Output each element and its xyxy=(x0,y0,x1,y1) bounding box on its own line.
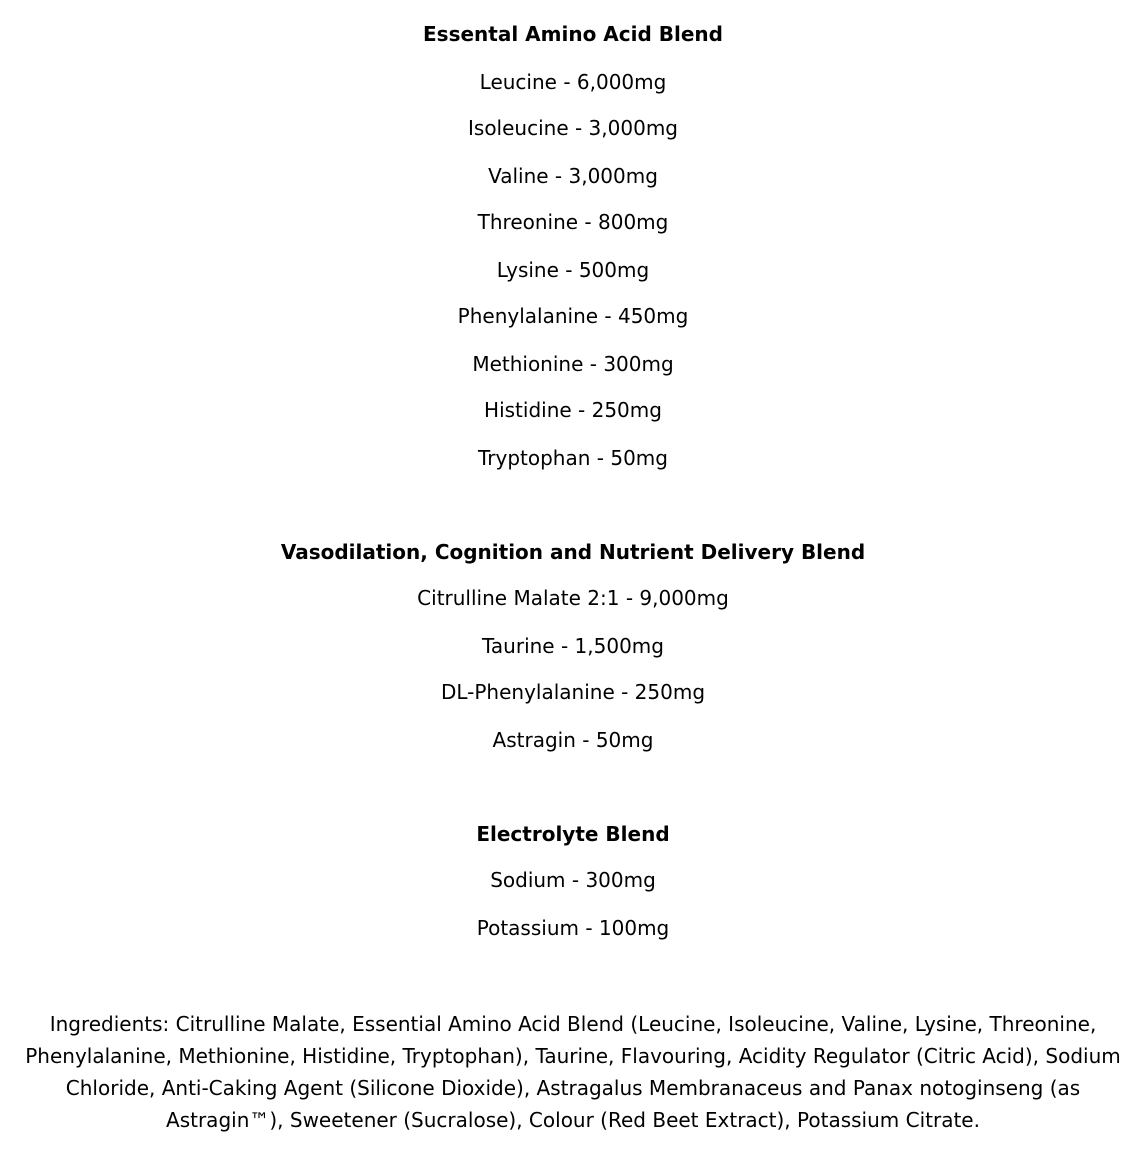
list-item: Leucine - 6,000mg xyxy=(479,70,667,94)
ingredients-paragraph: Ingredients: Citrulline Malate, Essential Amino Acid Blend (Leucine, Isoleucine, Valine, Lysine, Threonine, Phenylalanine, Methionine, Histidine, Tryptophan), Taurine, Flavouring, Acidity Regulator (Citric Acid), Sodium Chloride, Anti-Caking Agent (Silicone Dioxide), Astragalus Membranaceus and Panax notoginseng (as Astragin™), Sweetener (Sucralose), Colour (Red Beet Extract), Potassium Citrate. xyxy=(25,1012,1121,1132)
list-item: Threonine - 800mg xyxy=(477,210,669,234)
list-item: DL-Phenylalanine - 250mg xyxy=(440,680,706,704)
list-item: Isoleucine - 3,000mg xyxy=(468,116,678,140)
section-title-vasodilation-blend: Vasodilation, Cognition and Nutrient Delivery Blend xyxy=(280,540,866,564)
list-item: Taurine - 1,500mg xyxy=(482,634,664,658)
list-item: Potassium - 100mg xyxy=(476,916,670,940)
section-title-amino-acid-blend: Essental Amino Acid Blend xyxy=(423,22,723,46)
section-title-electrolyte-blend: Electrolyte Blend xyxy=(476,822,670,846)
list-item: Phenylalanine - 450mg xyxy=(457,304,689,328)
list-item: Astragin - 50mg xyxy=(492,728,654,752)
list-item: Valine - 3,000mg xyxy=(488,164,658,188)
list-item: Lysine - 500mg xyxy=(496,258,650,282)
list-item: Citrulline Malate 2:1 - 9,000mg xyxy=(417,586,729,610)
list-item: Histidine - 250mg xyxy=(484,398,662,422)
list-item: Tryptophan - 50mg xyxy=(478,446,668,470)
list-item: Sodium - 300mg xyxy=(490,868,656,892)
list-item: Methionine - 300mg xyxy=(472,352,674,376)
